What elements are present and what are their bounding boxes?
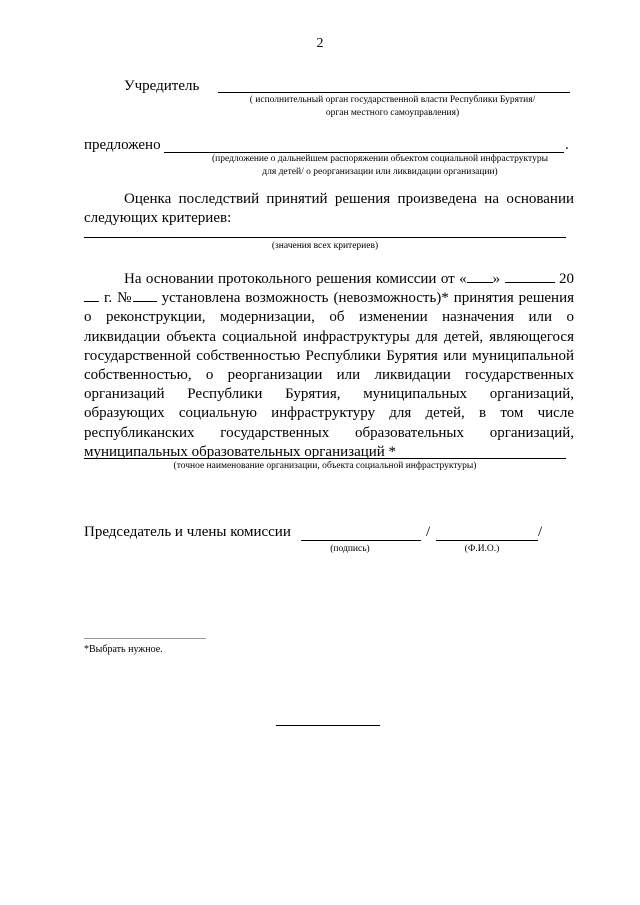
founder-caption-line2: орган местного самоуправления) bbox=[325, 108, 460, 118]
name-caption: (Ф.И.О.) bbox=[464, 544, 500, 554]
decision-paragraph bbox=[84, 270, 574, 462]
founder-caption bbox=[200, 94, 585, 120]
founder-line bbox=[218, 92, 570, 93]
signature-caption: (подпись) bbox=[330, 544, 370, 554]
organization-line bbox=[84, 458, 566, 459]
end-rule bbox=[276, 725, 380, 726]
protocol-number-blank bbox=[133, 289, 157, 302]
page-number: 2 bbox=[316, 36, 324, 51]
signature-line bbox=[301, 540, 421, 541]
footnote-separator bbox=[84, 638, 206, 639]
assessment-caption: (значения всех критериев) bbox=[271, 241, 379, 251]
proposed-caption bbox=[170, 153, 590, 179]
decision-text-part2: » bbox=[492, 271, 501, 287]
proposed-caption-line1: (предложение о дальнейшем распоряжении объектом социальной инфраструктуры bbox=[212, 154, 548, 164]
decision-caption: (точное наименование организации, объекта социальной инфраструктуры) bbox=[173, 461, 477, 471]
signature-label: Председатель и члены комиссии bbox=[84, 524, 291, 540]
date-month-blank bbox=[505, 270, 555, 283]
proposed-caption-line2: для детей/ о реорганизации или ликвидации организации) bbox=[262, 167, 498, 177]
proposed-label: предложено bbox=[84, 137, 161, 153]
date-year-blank bbox=[84, 289, 99, 302]
decision-text-part1: На основании протокольного решения комиссии от « bbox=[124, 271, 467, 287]
footnote: *Выбрать нужное. bbox=[84, 644, 163, 655]
decision-text-part4: г. № bbox=[99, 290, 133, 307]
decision-text-part3: 20 bbox=[559, 271, 574, 287]
founder-label: Учредитель bbox=[124, 78, 200, 94]
founder-caption-line1: ( исполнительный орган государственной власти Республики Бурятия/ bbox=[249, 95, 536, 105]
assessment-paragraph: Оценка последствий принятий решения произведена на основании следующих критериев: bbox=[84, 191, 574, 227]
date-day-blank bbox=[467, 270, 493, 283]
name-line bbox=[436, 540, 538, 541]
assessment-line bbox=[84, 237, 566, 238]
decision-text-part5: установлена возможность (невозможность)* принятия решения о реконструкции, модернизации, об изменении назначения или о ликвидации объекта социальной инфраструктуры для детей, являющегося государственной собственностью Республики Бурятия или муниципальной собственностью, о реорганизации или ликвидации государственных организаций Республики Бурятия, муниципальных организаций, образующих социальную инфраструктуру для детей, в том числе республиканских государственных образовательных организаций, муниципальных образовательных организаций * bbox=[84, 290, 574, 460]
signature-slash-1: / bbox=[426, 524, 431, 540]
signature-slash-2: / bbox=[538, 524, 543, 540]
proposed-trailing-dot: . bbox=[565, 137, 569, 153]
